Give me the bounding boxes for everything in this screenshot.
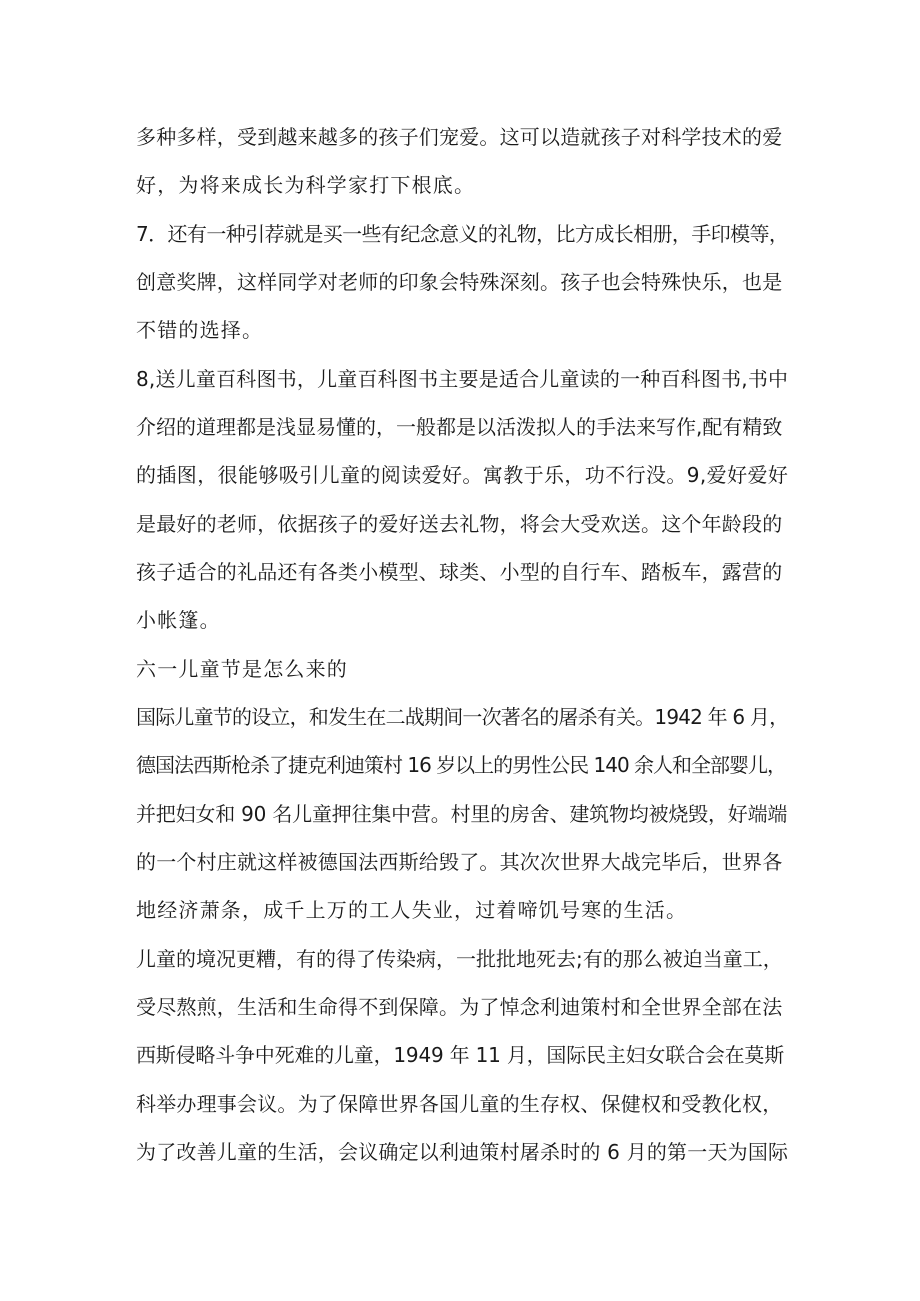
text-line: 7．还有一种引荐就是买一些有纪念意义的礼物，比方成长相册，手印模等， bbox=[136, 222, 789, 246]
text-line: 儿童的境况更糟，有的得了传染病，一批批地死去;有的那么被迫当童工， bbox=[136, 947, 783, 971]
text-line: 多种多样，受到越来越多的孩子们宠爱。这可以造就孩子对科学技术的爱 bbox=[136, 125, 783, 149]
text-line: 介绍的道理都是浅显易懂的，一般都是以活泼拟人的手法来写作,配有精致 bbox=[136, 415, 783, 439]
text-line: 并把妇女和 90 名儿童押往集中营。村里的房舍、建筑物均被烧毁，好端端 bbox=[136, 802, 788, 826]
text-line: 的插图，很能够吸引儿童的阅读爱好。寓教于乐，功不行没。9,爱好爱好 bbox=[136, 463, 789, 487]
text-line: 8,送儿童百科图书，儿童百科图书主要是适合儿童读的一种百科图书,书中 bbox=[136, 367, 789, 391]
text-line: 小帐篷。 bbox=[136, 608, 221, 632]
text-line: 德国法西斯枪杀了捷克利迪策村 16 岁以上的男性公民 140 余人和全部婴儿， bbox=[136, 753, 787, 777]
text-line: 西斯侵略斗争中死难的儿童，1949 年 11 月，国际民主妇女联合会在莫斯 bbox=[136, 1043, 785, 1067]
text-line: 的一个村庄就这样被德国法西斯给毁了。其次次世界大战完毕后，世界各 bbox=[136, 850, 783, 874]
text-line: 为了改善儿童的生活，会议确定以利迪策村屠杀时的 6 月的第一天为国际 bbox=[136, 1140, 789, 1164]
section-heading: 六一儿童节是怎么来的 bbox=[136, 657, 348, 681]
text-line: 地经济萧条，成千上万的工人失业，过着啼饥号寒的生活。 bbox=[136, 898, 688, 922]
text-line: 创意奖牌，这样同学对老师的印象会特殊深刻。孩子也会特殊快乐，也是 bbox=[136, 270, 783, 294]
text-line: 受尽熬煎，生活和生命得不到保障。为了悼念利迪策村和全世界全部在法 bbox=[136, 995, 783, 1019]
text-line: 是最好的老师，依据孩子的爱好送去礼物，将会大受欢送。这个年龄段的 bbox=[136, 512, 783, 536]
text-line: 国际儿童节的设立，和发生在二战期间一次著名的屠杀有关。1942 年 6 月， bbox=[136, 705, 789, 729]
text-line: 不错的选择。 bbox=[136, 318, 264, 342]
text-line: 好，为将来成长为科学家打下根底。 bbox=[136, 173, 476, 197]
text-line: 科举办理事会议。为了保障世界各国儿童的生存权、保健权和受教化权， bbox=[136, 1092, 783, 1116]
text-line: 孩子适合的礼品还有各类小模型、球类、小型的自行车、踏板车，露营的 bbox=[136, 560, 783, 584]
